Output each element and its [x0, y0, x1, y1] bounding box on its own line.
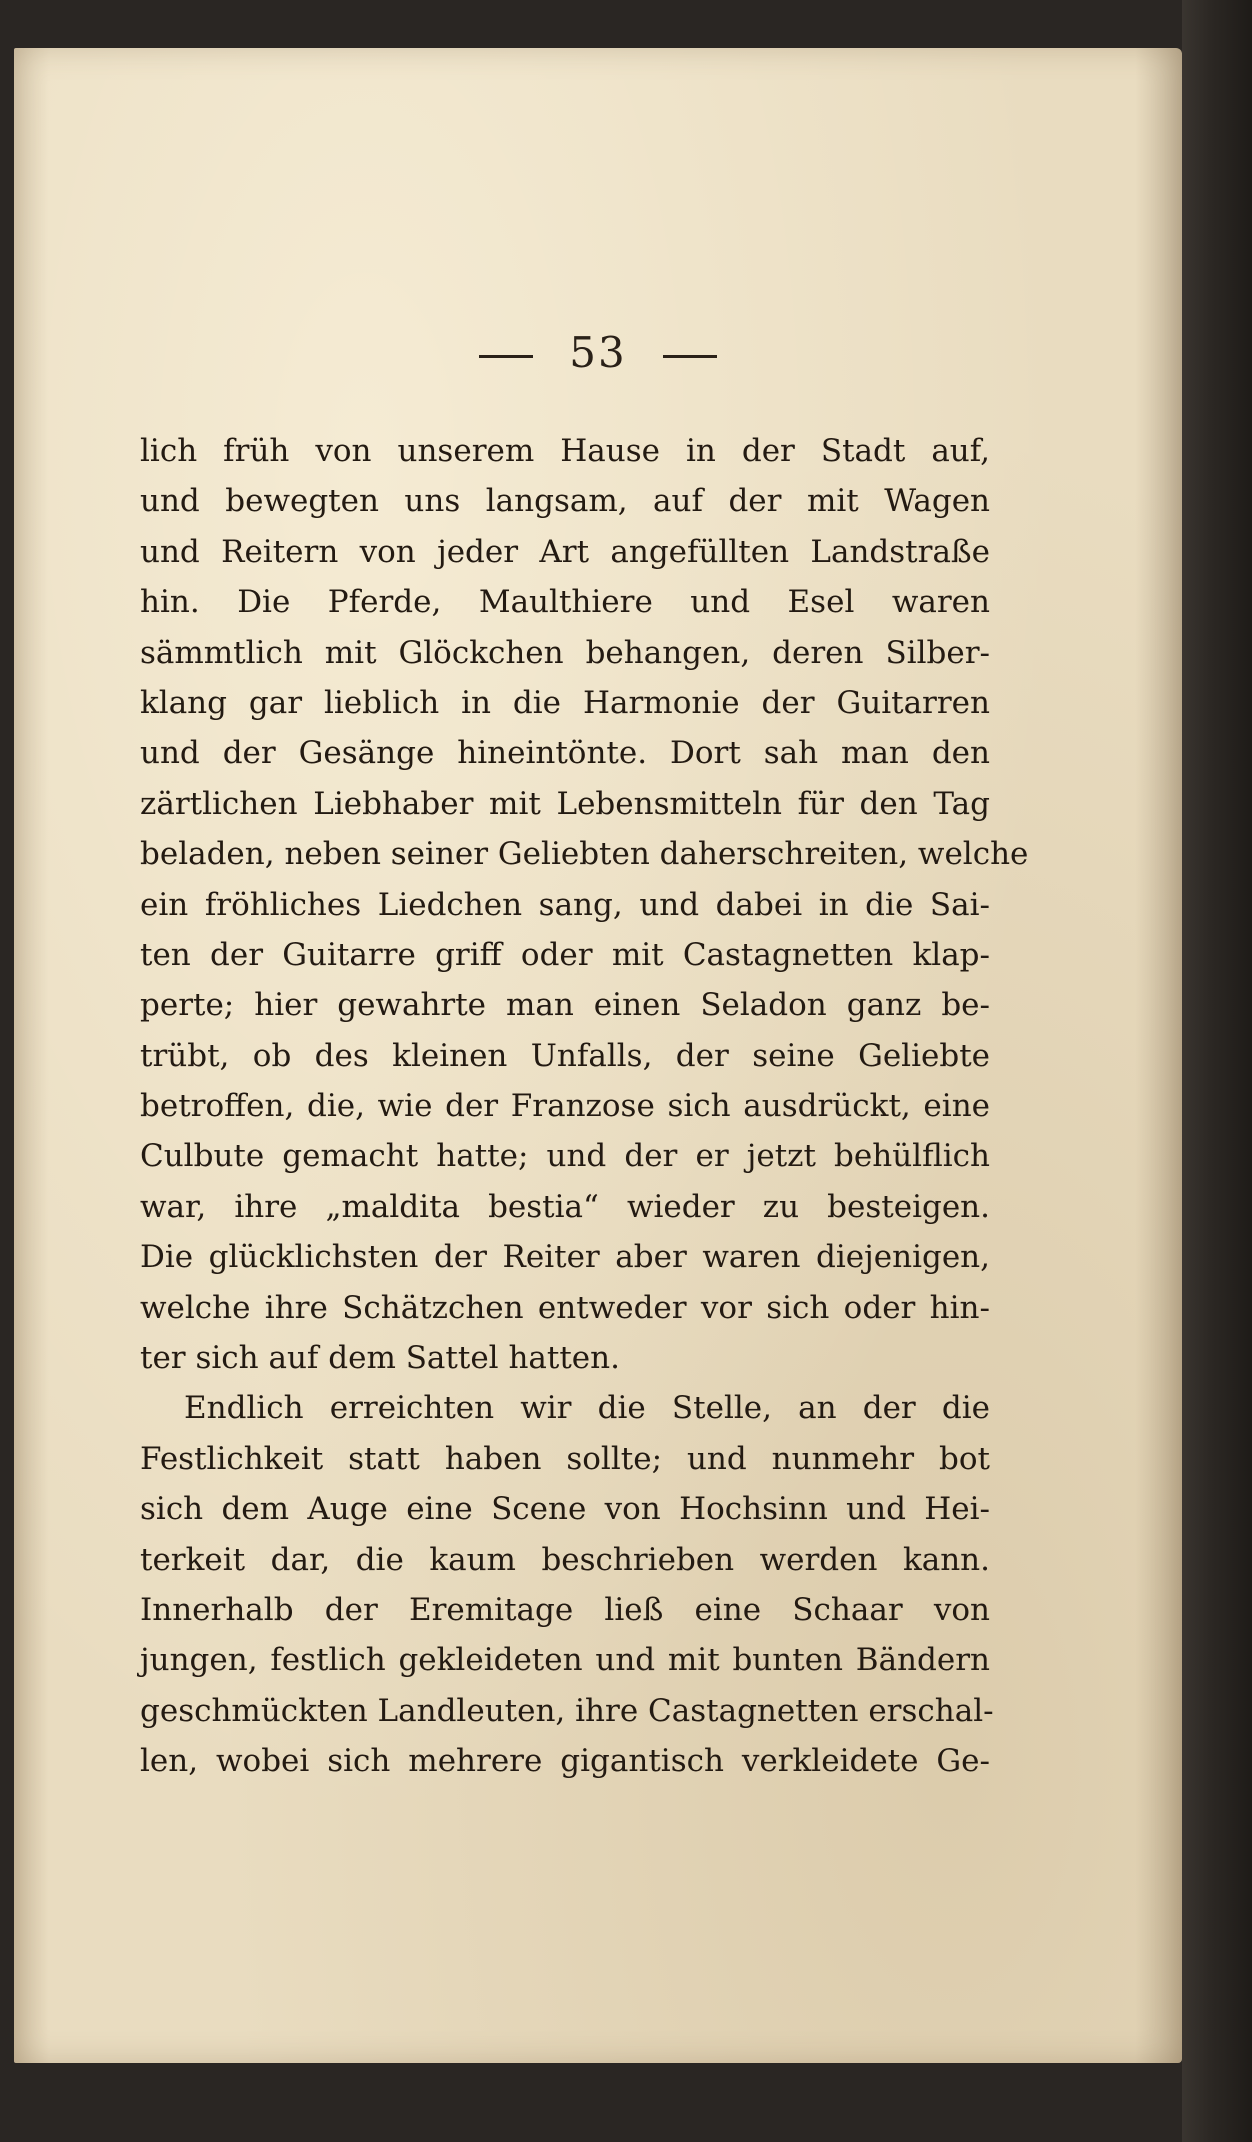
text-line: jungen, festlich gekleideten und mit bunten Bändern	[140, 1642, 990, 1679]
page-header	[14, 328, 1182, 377]
text-line: perte; hier gewahrte man einen Seladon ganz be-	[140, 987, 990, 1024]
text-line: Endlich erreichten wir die Stelle, an der die	[184, 1390, 990, 1427]
book-page	[14, 48, 1182, 2063]
text-line: sich dem Auge eine Scene von Hochsinn und Hei-	[140, 1491, 990, 1528]
header-left-dash	[479, 355, 533, 358]
text-line: klang gar lieblich in die Harmonie der Guitarren	[140, 684, 990, 721]
text-line: geschmückten Landleuten, ihre Castagnetten erschal-	[140, 1692, 994, 1729]
text-line: und bewegten uns langsam, auf der mit Wagen	[140, 483, 990, 520]
text-line: und Reitern von jeder Art angefüllten Landstraße	[140, 533, 990, 570]
text-line: beladen, neben seiner Geliebten daherschreiten, welche	[140, 836, 1029, 873]
text-line: trübt, ob des kleinen Unfalls, der seine Geliebte	[140, 1037, 990, 1074]
text-line: ter sich auf dem Sattel hatten.	[140, 1340, 620, 1377]
text-line: ein fröhliches Liedchen sang, und dabei in die Sai-	[140, 886, 990, 923]
header-right-dash	[663, 355, 717, 358]
text-line: sämmtlich mit Glöckchen behangen, deren Silber-	[140, 634, 990, 671]
page-body-text	[140, 426, 1029, 1787]
text-line: terkeit dar, die kaum beschrieben werden kann.	[140, 1541, 990, 1578]
text-line: betroffen, die, wie der Franzose sich ausdrückt, eine	[140, 1088, 990, 1125]
text-line: Die glücklichsten der Reiter aber waren diejenigen,	[140, 1239, 990, 1276]
page-number: 53	[569, 328, 627, 377]
text-line: Innerhalb der Eremitage ließ eine Schaar von	[140, 1591, 990, 1628]
text-line: welche ihre Schätzchen entweder vor sich oder hin-	[140, 1289, 990, 1326]
text-line: len, wobei sich mehrere gigantisch verkleidete Ge-	[140, 1743, 990, 1780]
text-line: zärtlichen Liebhaber mit Lebensmitteln für den Tag	[140, 785, 990, 822]
text-line: lich früh von unserem Hause in der Stadt auf,	[140, 433, 990, 469]
text-line: hin. Die Pferde, Maulthiere und Esel waren	[140, 584, 990, 621]
text-line: ten der Guitarre griff oder mit Castagnetten klap-	[140, 936, 990, 973]
text-line: Festlichkeit statt haben sollte; und nunmehr bot	[140, 1440, 990, 1477]
book-binding-edge	[1182, 0, 1252, 2142]
text-line: und der Gesänge hineintönte. Dort sah man den	[140, 735, 990, 772]
text-line: war, ihre „maldita bestia“ wieder zu besteigen.	[140, 1188, 990, 1225]
text-line: Culbute gemacht hatte; und der er jetzt behülflich	[140, 1138, 990, 1175]
